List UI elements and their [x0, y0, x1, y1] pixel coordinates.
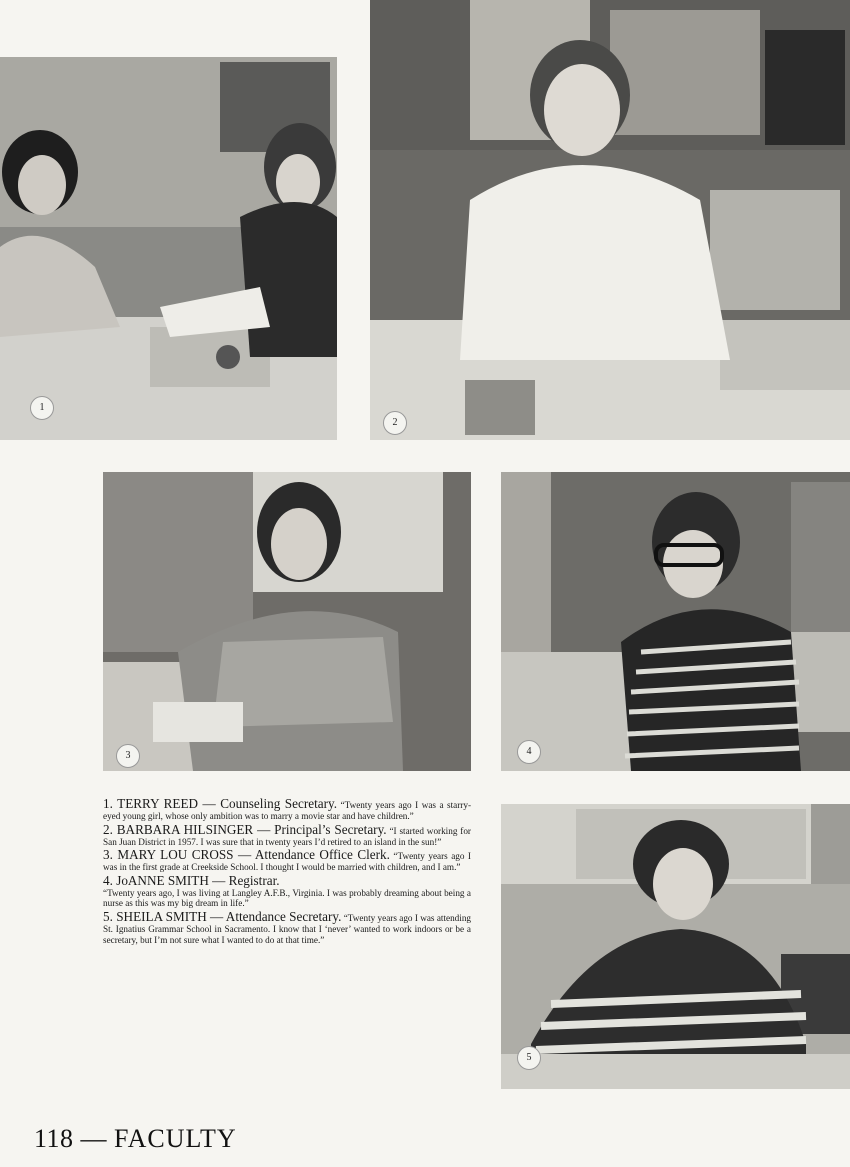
- caption-heading: 1. TERRY REED — Counseling Secretary.: [103, 796, 338, 811]
- caption-quote: “Twenty years ago I was a starry-eyed young girl, whose only ambition was to marry a movie star and have children.”: [103, 800, 472, 821]
- photo-number-badge: 5: [517, 1046, 541, 1070]
- footer-separator: —: [80, 1124, 108, 1153]
- photo-4-image: [501, 472, 850, 771]
- caption-heading: 5. SHEILA SMITH — Attendance Secretary.: [103, 908, 342, 924]
- caption-5: [103, 910, 471, 945]
- section-title: FACULTY: [114, 1124, 237, 1153]
- caption-block: [103, 797, 471, 946]
- photo-2-barbara-hilsinger: [370, 0, 850, 440]
- photo-number-badge: 3: [116, 744, 140, 768]
- photo-number-badge: 2: [383, 411, 407, 435]
- caption-1: [103, 797, 471, 822]
- caption-2: [103, 823, 471, 848]
- caption-4: [103, 874, 471, 909]
- photo-4-joanne-smith: [501, 472, 850, 771]
- caption-heading: 4. JoANNE SMITH — Registrar.: [103, 872, 280, 888]
- photo-number-badge: 1: [30, 396, 54, 420]
- photo-5-image: [501, 804, 850, 1089]
- photo-number-badge: 4: [517, 740, 541, 764]
- photo-1-terry-reed: [0, 57, 337, 440]
- page-number: 118: [34, 1124, 74, 1153]
- caption-heading: 2. BARBARA HILSINGER — Principal’s Secretary.: [103, 821, 387, 837]
- photo-3-mary-lou-cross: [103, 472, 471, 771]
- caption-quote: “I started working for San Juan District in 1957. I was sure that in twenty years I’d retired to an island in the sun!”: [103, 825, 471, 847]
- page-footer: [34, 1124, 237, 1154]
- photo-5-sheila-smith: [501, 804, 850, 1089]
- caption-quote: “Twenty years ago I was attending St. Ignatius Grammar School in Sacramento. I know that I ‘never’ wanted to work indoors or be a secretary, but I’m not sure what I wanted to do at that time.”: [103, 912, 472, 945]
- caption-3: [103, 848, 471, 873]
- caption-quote: “Twenty years ago, I was living at Langley A.F.B., Virginia. I was probably dreaming about being a nurse as this was my big dream in life.”: [103, 887, 471, 909]
- photo-2-image: [370, 0, 850, 440]
- photo-3-image: [103, 472, 471, 771]
- caption-quote: “Twenty years ago I was in the first grade at Creekside School. I thought I would be married with children, and I am.”: [103, 851, 471, 873]
- caption-heading: 3. MARY LOU CROSS — Attendance Office Clerk.: [103, 847, 390, 863]
- photo-1-image: [0, 57, 337, 440]
